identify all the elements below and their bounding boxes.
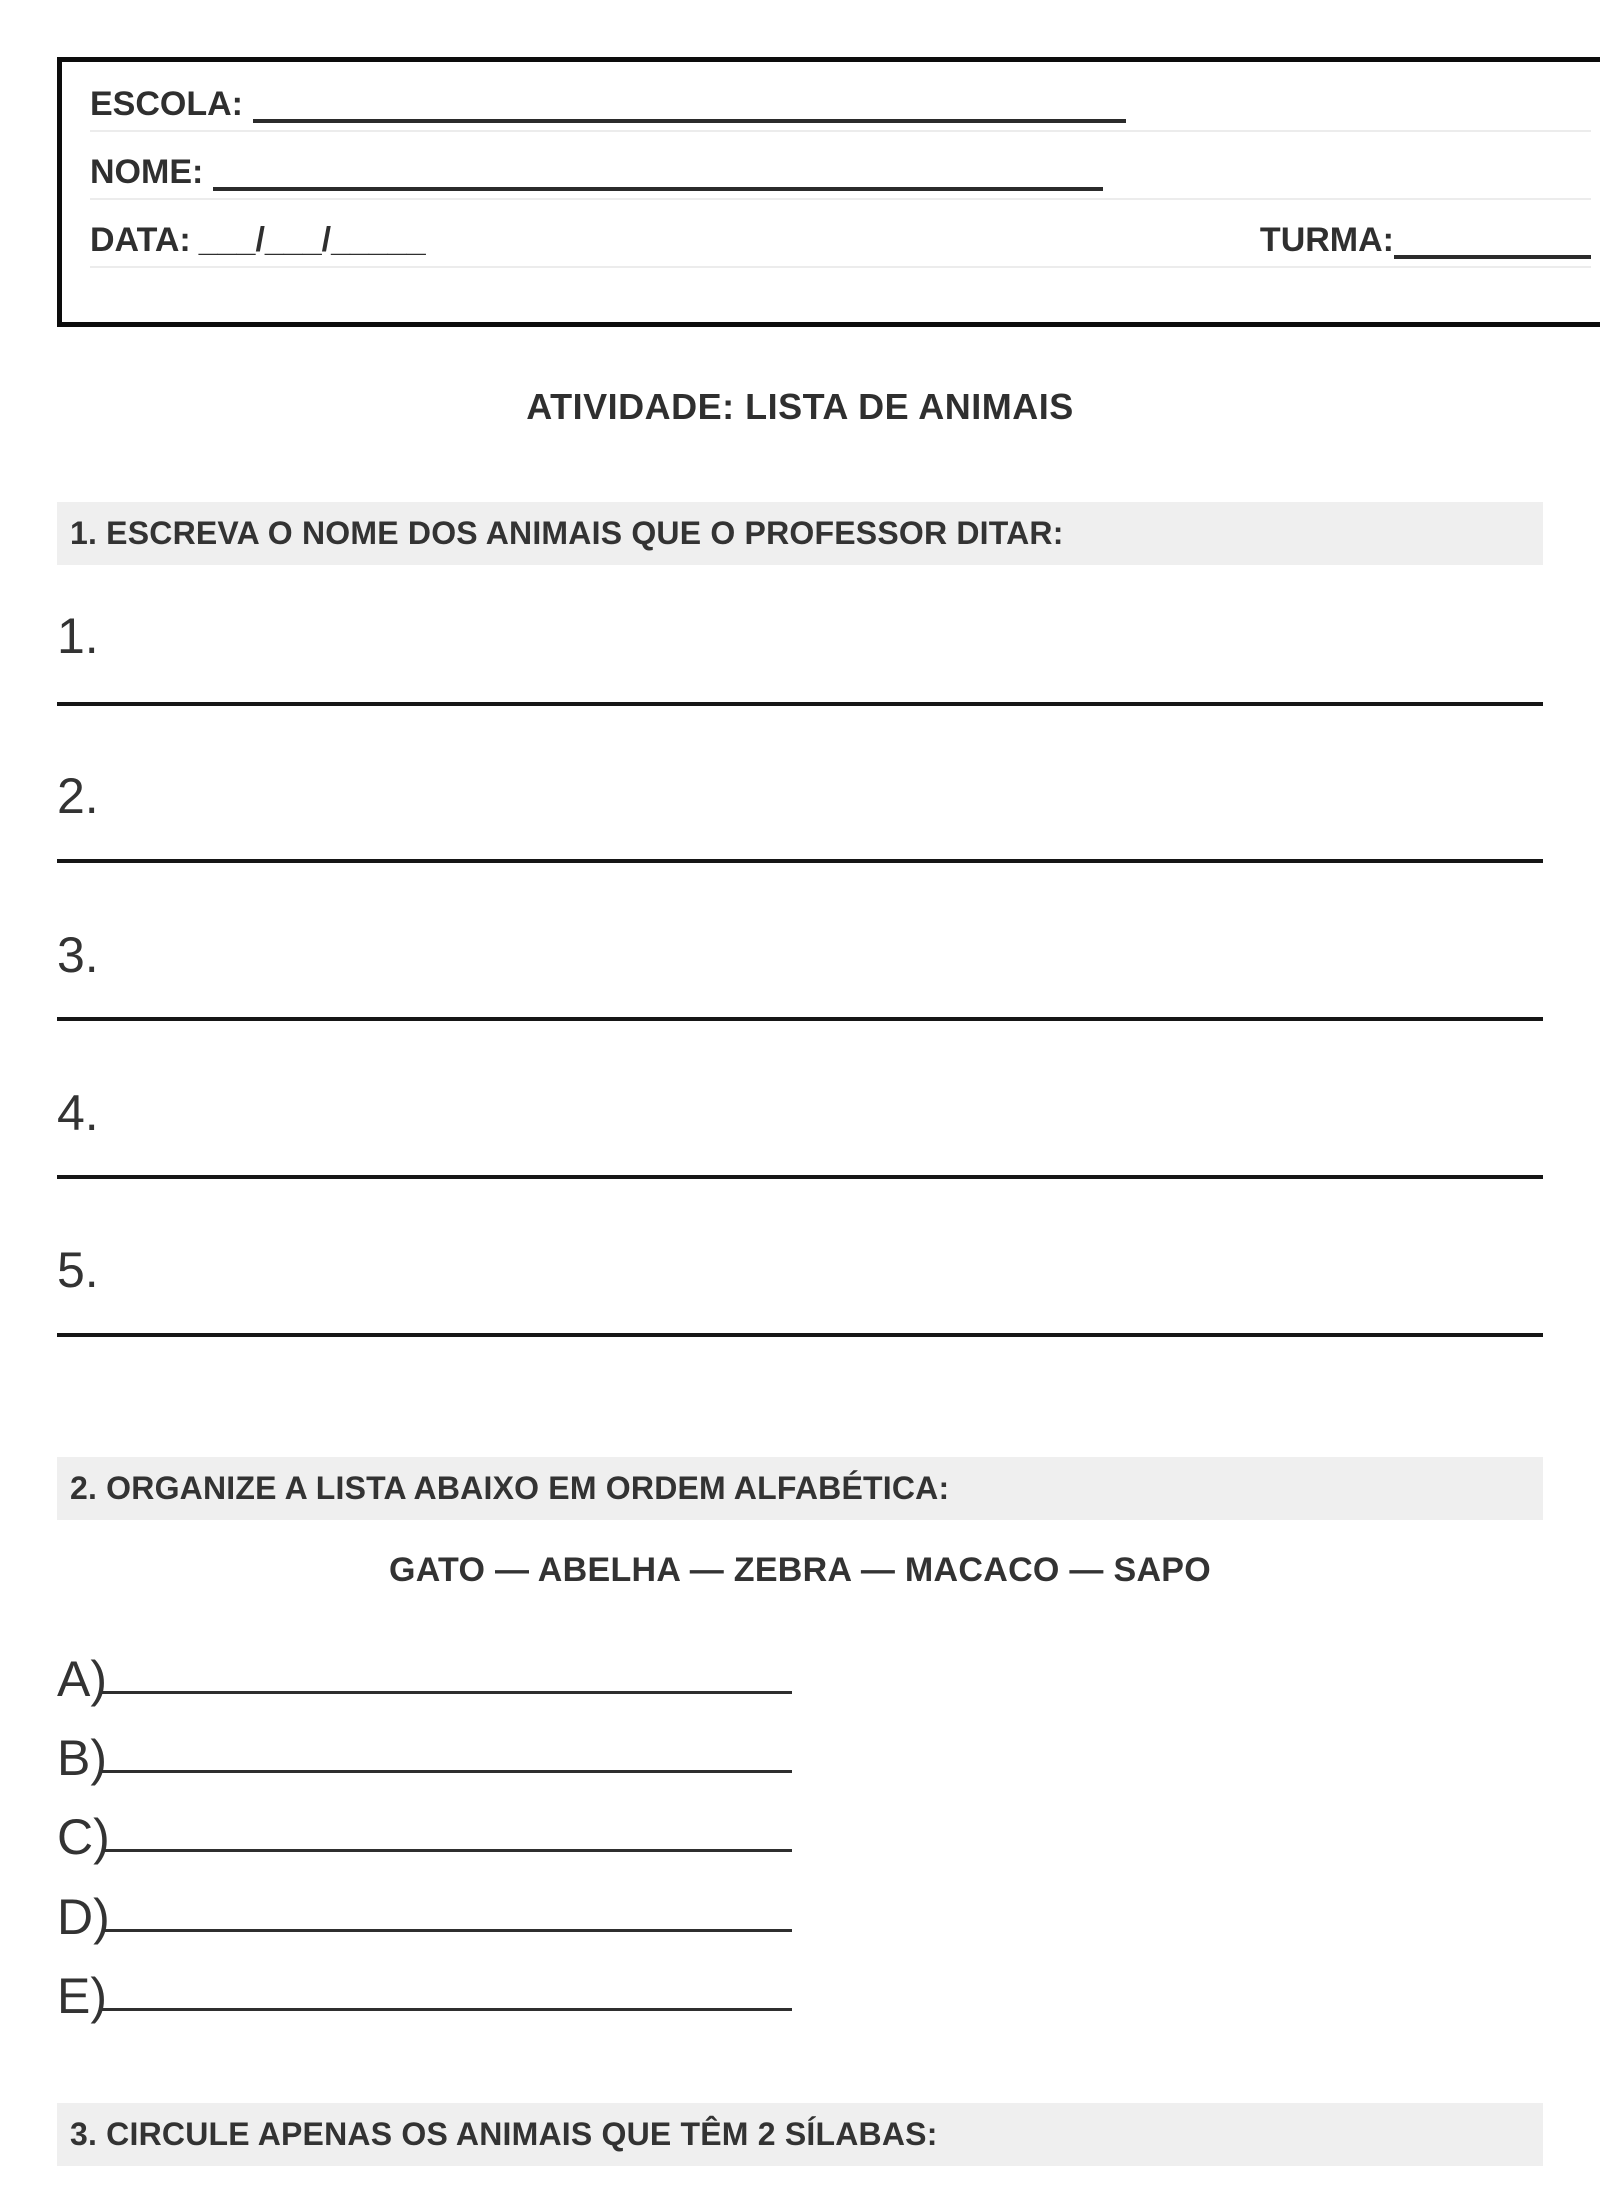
alpha-blank-line-a bbox=[102, 1691, 792, 1694]
dictation-item-number-4: 4. bbox=[57, 1085, 99, 1141]
name-label: NOME: bbox=[90, 152, 204, 191]
name-field-row bbox=[90, 132, 1591, 200]
alpha-item-label-d: D) bbox=[57, 1889, 110, 1945]
name-blank-line bbox=[213, 185, 1103, 191]
dictation-item-number-5: 5. bbox=[57, 1242, 99, 1298]
section-1-header: 1. ESCREVA O NOME DOS ANIMAIS QUE O PROFESSOR DITAR: bbox=[57, 502, 1543, 565]
alpha-blank-line-d bbox=[102, 1929, 792, 1932]
class-label: TURMA: bbox=[1259, 220, 1394, 259]
date-blank: ___/___/_____ bbox=[198, 220, 426, 259]
alpha-item-label-e: E) bbox=[57, 1968, 107, 2024]
section-2-header: 2. ORGANIZE A LISTA ABAIXO EM ORDEM ALFABÉTICA: bbox=[57, 1457, 1543, 1520]
dictation-writing-line-2 bbox=[57, 859, 1543, 863]
school-label: ESCOLA: bbox=[90, 84, 243, 123]
school-field-row bbox=[90, 62, 1591, 132]
alpha-blank-line-e bbox=[102, 2008, 792, 2011]
alpha-item-label-b: B) bbox=[57, 1730, 107, 1786]
class-blank-line bbox=[1394, 253, 1591, 259]
student-info-box bbox=[57, 57, 1600, 327]
dictation-writing-line-3 bbox=[57, 1017, 1543, 1021]
page-title: ATIVIDADE: LISTA DE ANIMAIS bbox=[526, 386, 1074, 427]
section-3-header: 3. CIRCULE APENAS OS ANIMAIS QUE TÊM 2 SÍLABAS: bbox=[57, 2103, 1543, 2166]
alpha-item-label-a: A) bbox=[57, 1651, 107, 1707]
school-blank-line bbox=[253, 117, 1126, 123]
alpha-item-label-c: C) bbox=[57, 1809, 110, 1865]
dictation-item-number-3: 3. bbox=[57, 927, 99, 983]
word-list: GATO — ABELHA — ZEBRA — MACACO — SAPO bbox=[388, 1551, 1212, 1589]
alpha-blank-line-b bbox=[102, 1770, 792, 1773]
date-label: DATA: bbox=[90, 220, 191, 259]
date-class-row bbox=[90, 200, 1591, 268]
dictation-writing-line-1 bbox=[57, 702, 1543, 706]
dictation-item-number-1: 1. bbox=[57, 608, 99, 664]
dictation-writing-line-5 bbox=[57, 1333, 1543, 1337]
alpha-blank-line-c bbox=[102, 1849, 792, 1852]
dictation-writing-line-4 bbox=[57, 1175, 1543, 1179]
dictation-item-number-2: 2. bbox=[57, 768, 99, 824]
class-field-group bbox=[1260, 222, 1591, 259]
